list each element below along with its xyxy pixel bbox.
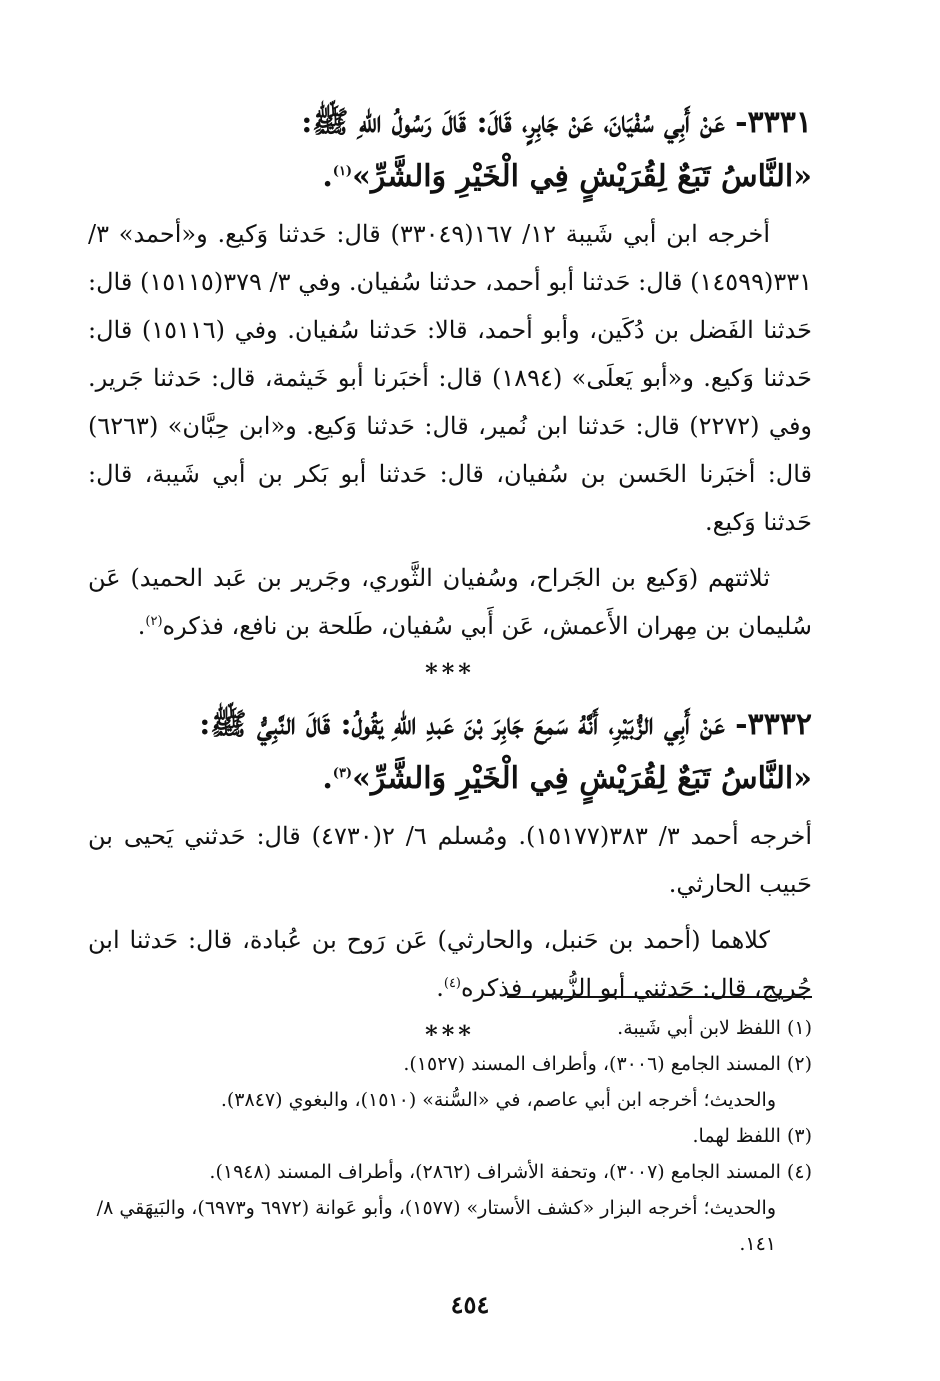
footnote-4-continuation: والحديث؛ أخرجه البزار «كشف الأستار» (١٥٧٧)، وأبو عَوانة (٦٩٧٢ و٦٩٧٣)، والبَيهَقي ٨/ ١٤١.	[96, 1197, 776, 1255]
main-text	[88, 96, 812, 1060]
footnote-divider	[507, 996, 812, 998]
hadith-3331-matn: «النَّاسُ تَبَعٌ لِقُرَيْشٍ فِي الْخَيْرِ وَالشَّرِّ»$^{(١)}$.	[322, 159, 812, 194]
footnote-3: (٣) اللفظ لهما.	[692, 1125, 812, 1147]
takhrij-3332-sources: أخرجه أحمد ٣/ ٣٨٣(١٥١٧٧). ومُسلم ٦/ ٢(٤٧٣٠) قال: حَدثني يَحيى بن حَبيب الحارثي.	[88, 822, 812, 898]
footnote-ref-1[interactable]: (١)	[332, 164, 353, 179]
footnote-2-continuation: والحديث؛ أخرجه ابن أبي عاصم، في «السُّنة» (١٥١٠)، والبغوي (٣٨٤٧).	[220, 1089, 776, 1111]
page-number: ٤٥٤	[450, 1290, 490, 1319]
footnote-1: (١) اللفظ لابن أبي شَيبة.	[617, 1017, 812, 1039]
takhrij-3331-chain-text: ثلاثتهم (وَكيع بن الجَراح، وسُفيان الثَّوري، وجَرير بن عَبد الحميد) عَن سُليمان بن مِهران الأَعمش، عَن أَبي سُفيان، طَلحة بن نافع، فذكره	[88, 564, 812, 640]
section-separator: ***	[425, 658, 475, 687]
footnote-2: (٢) المسند الجامع (٣٠٠٦)، وأطراف المسند (١٥٢٧).	[403, 1053, 812, 1075]
hadith-3331-matn-text: «النَّاسُ تَبَعٌ لِقُرَيْشٍ فِي الْخَيْرِ وَالشَّرِّ»	[352, 159, 812, 194]
takhrij-3332-chain: كلاهما (أحمد بن حَنبل، والحارثي) عَن رَوح بن عُبادة، قال: حَدثنا ابن جُريج، قال: حَدثني أبو الزُّبير، فذكره$^{(٤)}$.	[88, 926, 812, 1002]
section-separator: ***	[425, 1020, 475, 1049]
hadith-3331	[88, 96, 812, 204]
footnote-4: (٤) المسند الجامع (٣٠٠٧)، وتحفة الأشراف (٢٨٦٢)، وأطراف المسند (١٩٤٨).	[209, 1161, 812, 1183]
footnote-ref-3[interactable]: (٣)	[332, 766, 353, 781]
hadith-3332	[88, 698, 812, 806]
hadith-3332-matn: «النَّاسُ تَبَعٌ لِقُرَيْشٍ فِي الْخَيْرِ وَالشَّرِّ»$^{(٣)}$.	[322, 761, 812, 796]
footnotes	[88, 996, 812, 1262]
footnote-ref-2[interactable]: (٢)	[145, 614, 163, 629]
hadith-3331-isnad: ٣٣٣١- عَنْ أَبِي سُفْيَانَ، عَنْ جَابِرٍ، قَالَ: قَالَ رَسُولُ اللهِ ﷺ:	[301, 105, 812, 140]
takhrij-3331-sources: أخرجه ابن أبي شَيبة ١٢/ ١٦٧(٣٣٠٤٩) قال: حَدثنا وَكيع. و«أحمد» ٣/ ٣٣١(١٤٥٩٩) قال: حَدثنا أبو أحمد، حدثنا سُفيان. وفي ٣/ ٣٧٩(١٥١١٥) قال: حَدثنا الفَضل بن دُكَين، وأبو أحمد، قالا: حَدثنا سُفيان. وفي (١٥١١٦) قال: حَدثنا وَكيع. و«أبو يَعلَى» (١٨٩٤) قال: أخبَرنا أبو خَيثمة، قال: حَدثنا جَرير. وفي (٢٢٧٢) قال: حَدثنا ابن نُمير، قال: حَدثنا وَكيع. و«ابن حِبَّان» (٦٢٦٣) قال: أخبَرنا الحَسن بن سُفيان، قال: حَدثنا أبو بَكر بن أبي شَيبة، قال: حَدثنا وَكيع.	[88, 220, 813, 536]
takhrij-3332-chain-text: كلاهما (أحمد بن حَنبل، والحارثي) عَن رَوح بن عُبادة، قال: حَدثنا ابن جُريج، قال: حَدثني أبو الزُّبير، فذكره	[88, 926, 812, 1002]
hadith-3332-matn-text: «النَّاسُ تَبَعٌ لِقُرَيْشٍ فِي الْخَيْرِ وَالشَّرِّ»	[352, 761, 812, 796]
takhrij-3331-chain: ثلاثتهم (وَكيع بن الجَراح، وسُفيان الثَّوري، وجَرير بن عَبد الحميد) عَن سُليمان بن مِهران الأَعمش، عَن أَبي سُفيان، طَلحة بن نافع، فذكره$^{(٢)}$.	[88, 564, 812, 640]
hadith-3332-isnad: ٣٣٣٢- عَنْ أَبِي الزُّبَيْرِ، أَنَّهُ سَمِعَ جَابِرَ بْنَ عَبدِ اللهِ يَقُولُ: قَالَ النَّبِيُّ ﷺ:	[199, 707, 812, 742]
footnote-ref-4[interactable]: (٤)	[443, 976, 461, 991]
